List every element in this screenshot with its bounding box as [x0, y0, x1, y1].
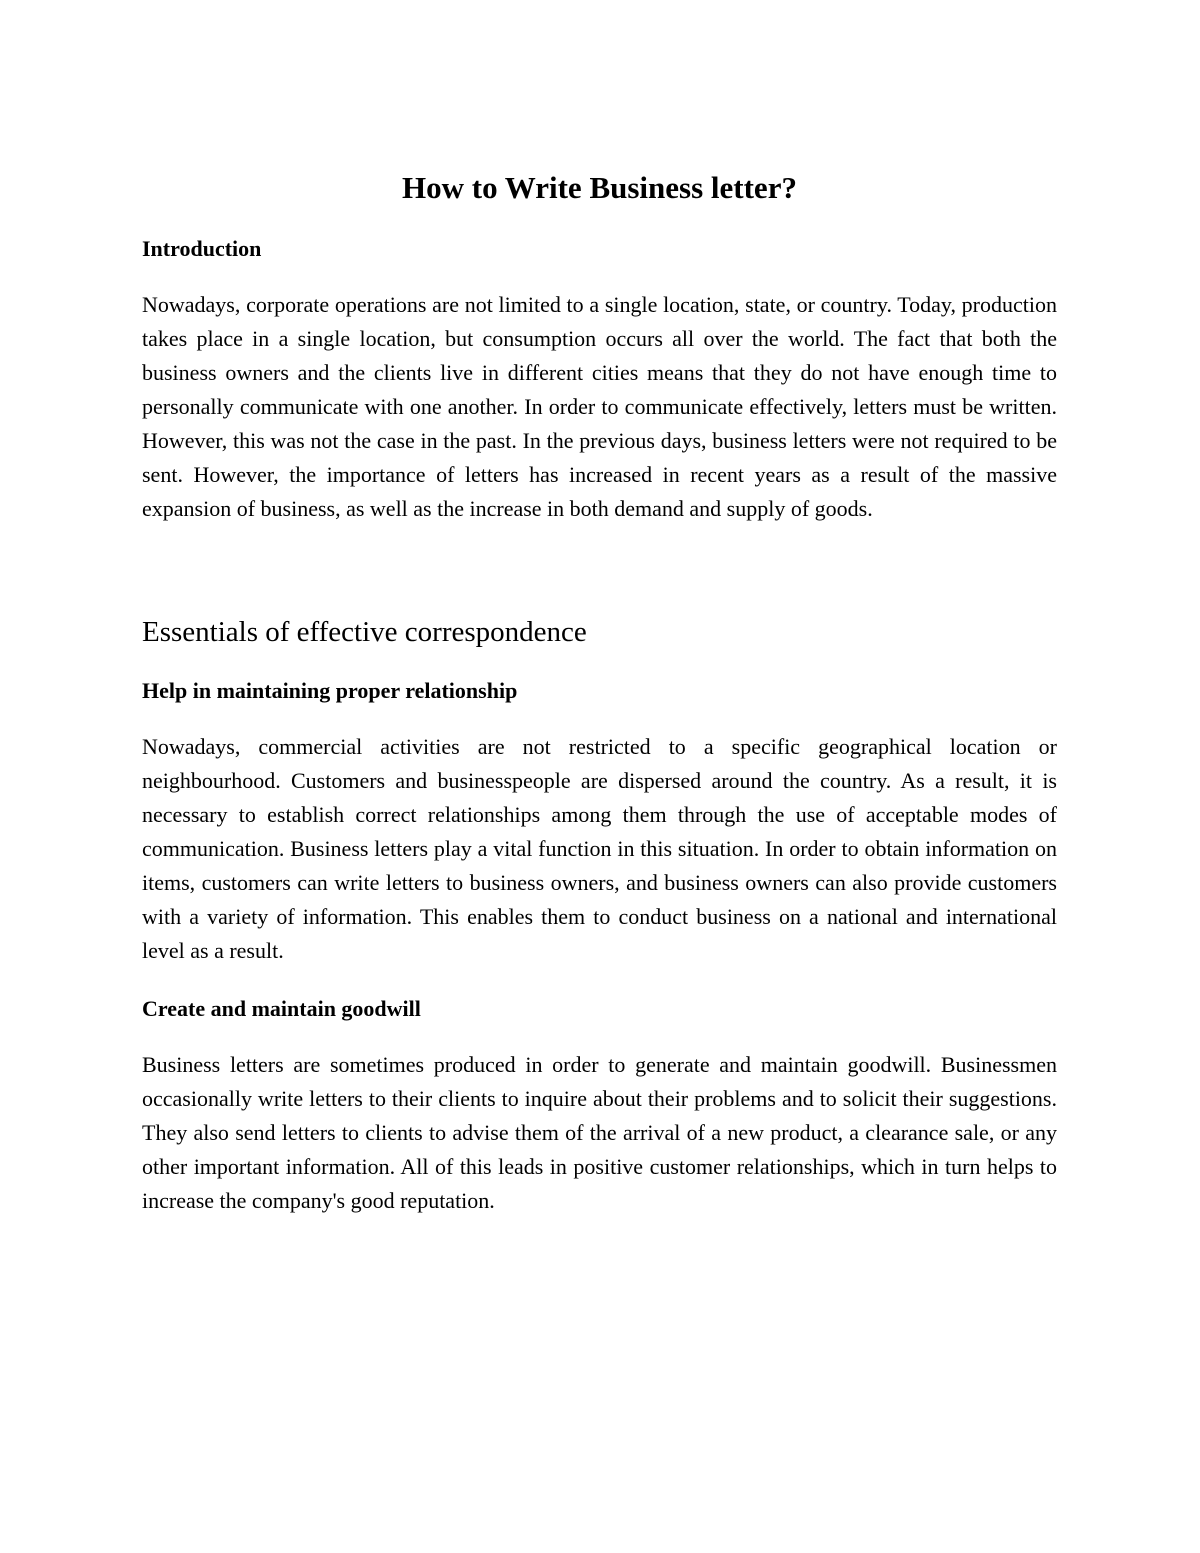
document-body: [142, 160, 1057, 1218]
essentials-heading: Essentials of effective correspondence: [142, 616, 587, 648]
introduction-paragraph: Nowadays, corporate operations are not limited to a single location, state, or country. Today, production takes place in a single location, but consumption occurs all over the world. The fact that both the business owners and the clients live in different cities means that they do not have enough time to personally communicate with one another. In order to communicate effectively, letters must be written. However, this was not the case in the past. In the previous days, business letters were not required to be sent. However, the importance of letters has increased in recent years as a result of the massive expansion of business, as well as the increase in both demand and supply of goods.: [142, 292, 1057, 521]
goodwill-heading: Create and maintain goodwill: [142, 996, 421, 1021]
relationship-heading: Help in maintaining proper relationship: [142, 678, 518, 703]
document-title: How to Write Business letter?: [402, 170, 797, 205]
goodwill-paragraph: Business letters are sometimes produced in order to generate and maintain goodwill. Businessmen occasionally write letters to their clients to inquire about their problems and to solicit their suggestions. They also send letters to clients to advise them of the arrival of a new product, a clearance sale, or any other important information. All of this leads in positive customer relationships, which in turn helps to increase the company's good reputation.: [142, 1052, 1057, 1213]
relationship-paragraph: Nowadays, commercial activities are not restricted to a specific geographical location or neighbourhood. Customers and businesspeople are dispersed around the country. As a result, it is necessary to establish correct relationships among them through the use of acceptable modes of communication. Business letters play a vital function in this situation. In order to obtain information on items, customers can write letters to business owners, and business owners can also provide customers with a variety of information. This enables them to conduct business on a national and international level as a result.: [142, 734, 1057, 963]
introduction-heading: Introduction: [142, 236, 262, 261]
